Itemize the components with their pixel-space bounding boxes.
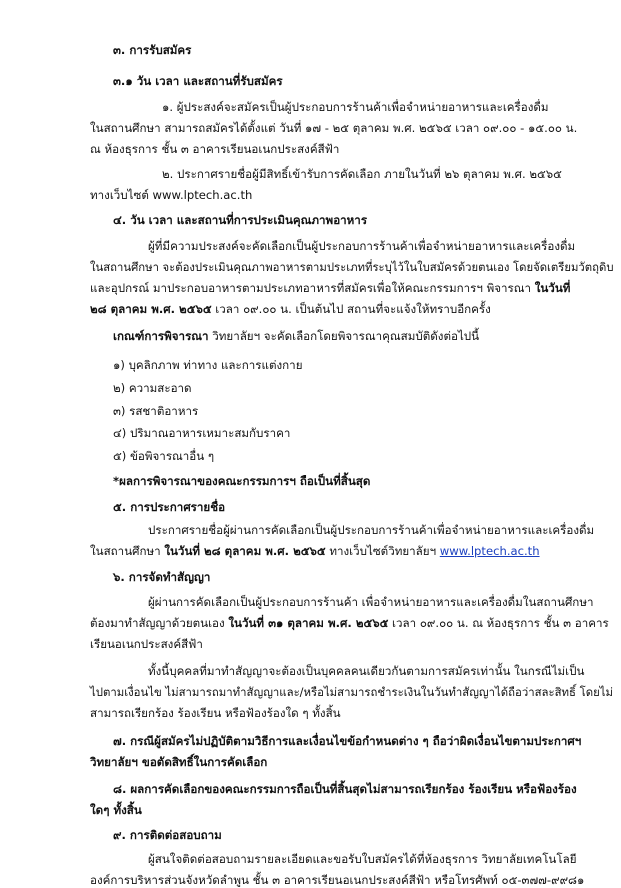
result-note: *ผลการพิจารณาของคณะกรรมการฯ ถือเป็นที่สิ้นสุด bbox=[113, 474, 371, 488]
section-4-heading: ๔. วัน เวลา และสถานที่การประเมินคุณภาพอาหาร bbox=[113, 213, 368, 227]
s6-p1-line3: เรียนอเนกประสงค์สีฟ้า bbox=[90, 637, 203, 651]
section-3-heading: ๓. การรับสมัคร bbox=[113, 43, 192, 57]
s4-para-line1: ผู้ที่มีความประสงค์จะคัดเลือกเป็นผู้ประกอบการร้านค้าเพื่อจำหน่ายอาหารและเครื่องดื่ม bbox=[148, 239, 576, 253]
section-8-line2: ใดๆ ทั้งสิ้น bbox=[90, 803, 142, 817]
s4-para-line2: ในสถานศึกษา จะต้องประเมินคุณภาพอาหารตามประเภทที่ระบุไว้ในใบสมัครด้วยตนเอง โดยจัดเตรียมวัตถุดิบ bbox=[90, 260, 614, 274]
s6-p2-line2: ไปตามเงื่อนไข ไม่สามารถมาทำสัญญาและ/หรือไม่สามารถชำระเงินในวันทำสัญญาได้ถือว่าสละสิทธิ์ โดยไม่ bbox=[90, 685, 613, 699]
s6-p2-line3: สามารถเรียกร้อง ร้องเรียน หรือฟ้องร้องใด ๆ ทั้งสิ้น bbox=[90, 706, 341, 720]
s3-item1-line1: ๑. ผู้ประสงค์จะสมัครเป็นผู้ประกอบการร้านค้าเพื่อจำหน่ายอาหารและเครื่องดื่ม bbox=[162, 100, 549, 114]
section-7-line1: ๗. กรณีผู้สมัครไม่ปฏิบัติตามวิธีการและเงื่อนไขข้อกำหนดต่าง ๆ ถือว่าผิดเงื่อนไขตามประกาศฯ bbox=[113, 734, 582, 748]
section-7-line2: วิทยาลัยฯ ขอตัดสิทธิ์ในการคัดเลือก bbox=[90, 755, 268, 769]
criteria-item: ๕) ข้อพิจารณาอื่น ๆ bbox=[113, 449, 215, 463]
criteria-item: ๒) ความสะอาด bbox=[113, 381, 192, 395]
section-3-1-heading: ๓.๑ วัน เวลา และสถานที่รับสมัคร bbox=[113, 74, 283, 88]
s4-para-line3: และอุปกรณ์ มาประกอบอาหารตามประเภทอาหารที่สมัครเพื่อให้คณะกรรมการฯ พิจารณา ในวันที่ bbox=[90, 281, 571, 295]
s3-item1-line3: ณ ห้องธุรการ ชั้น ๓ อาคารเรียนอเนกประสงค์สีฟ้า bbox=[90, 142, 340, 156]
section-6-heading: ๖. การจัดทำสัญญา bbox=[113, 570, 211, 584]
section-8-line1: ๘. ผลการคัดเลือกของคณะกรรมการถือเป็นที่สิ้นสุดไม่สามารถเรียกร้อง ร้องเรียน หรือฟ้องร้อง bbox=[113, 782, 577, 796]
criteria-item: ๑) บุคลิกภาพ ท่าทาง และการแต่งกาย bbox=[113, 358, 303, 372]
s3-item2-line1: ๒. ประกาศรายชื่อผู้มีสิทธิ์เข้ารับการคัดเลือก ภายในวันที่ ๒๖ ตุลาคม พ.ศ. ๒๕๖๕ bbox=[162, 167, 562, 181]
section-9-heading: ๙. การติดต่อสอบถาม bbox=[113, 828, 222, 842]
s9-line1: ผู้สนใจติดต่อสอบถามรายละเอียดและขอรับใบสมัครได้ที่ห้องธุรการ วิทยาลัยเทคโนโลยี bbox=[148, 852, 577, 866]
s5-line2: ในสถานศึกษา ในวันที่ ๒๘ ตุลาคม พ.ศ. ๒๕๖๕ ทางเว็บไซต์วิทยาลัยฯ www.lptech.ac.th bbox=[90, 544, 540, 558]
criteria-item: ๔) ปริมาณอาหารเหมาะสมกับราคา bbox=[113, 426, 291, 440]
s4-para-line4: ๒๘ ตุลาคม พ.ศ. ๒๕๖๕ เวลา ๐๙.๐๐ น. เป็นต้นไป สถานที่จะแจ้งให้ทราบอีกครั้ง bbox=[90, 302, 491, 316]
s3-item1-line2: ในสถานศึกษา สามารถสมัครได้ตั้งแต่ วันที่ ๑๗ - ๒๕ ตุลาคม พ.ศ. ๒๕๖๕ เวลา ๐๙.๐๐ - ๑๕.๐๐ น. bbox=[90, 121, 578, 135]
s6-p1-line2: ต้องมาทำสัญญาด้วยตนเอง ในวันที่ ๓๑ ตุลาคม พ.ศ. ๒๕๖๕ เวลา ๐๙.๐๐ น. ณ ห้องธุรการ ชั้น ๓ อาคาร bbox=[90, 616, 609, 630]
s6-p1-line1: ผู้ผ่านการคัดเลือกเป็นผู้ประกอบการร้านค้า เพื่อจำหน่ายอาหารและเครื่องดื่มในสถานศึกษา bbox=[148, 595, 594, 609]
criteria-heading: เกณฑ์การพิจารณา วิทยาลัยฯ จะคัดเลือกโดยพิจารณาคุณสมบัติดังต่อไปนี้ bbox=[113, 329, 480, 343]
s5-line1: ประกาศรายชื่อผู้ผ่านการคัดเลือกเป็นผู้ประกอบการร้านค้าเพื่อจำหน่ายอาหารและเครื่องดื่ม bbox=[148, 523, 595, 537]
s3-item2-line2: ทางเว็บไซต์ www.lptech.ac.th bbox=[90, 188, 253, 202]
s9-line2: องค์การบริหารส่วนจังหวัดลำพูน ชั้น ๓ อาคารเรียนอเนกประสงค์สีฟ้า หรือโทรศัพท์ ๐๕-๓๗๗-๙๙๘๑ bbox=[90, 873, 585, 887]
website-link[interactable]: www.lptech.ac.th bbox=[439, 544, 540, 558]
s6-p2-line1: ทั้งนี้บุคคลที่มาทำสัญญาจะต้องเป็นบุคคลคนเดียวกันตามการสมัครเท่านั้น ในกรณีไม่เป็น bbox=[148, 664, 585, 678]
section-5-heading: ๕. การประกาศรายชื่อ bbox=[113, 500, 226, 514]
criteria-item: ๓) รสชาติอาหาร bbox=[113, 404, 199, 418]
